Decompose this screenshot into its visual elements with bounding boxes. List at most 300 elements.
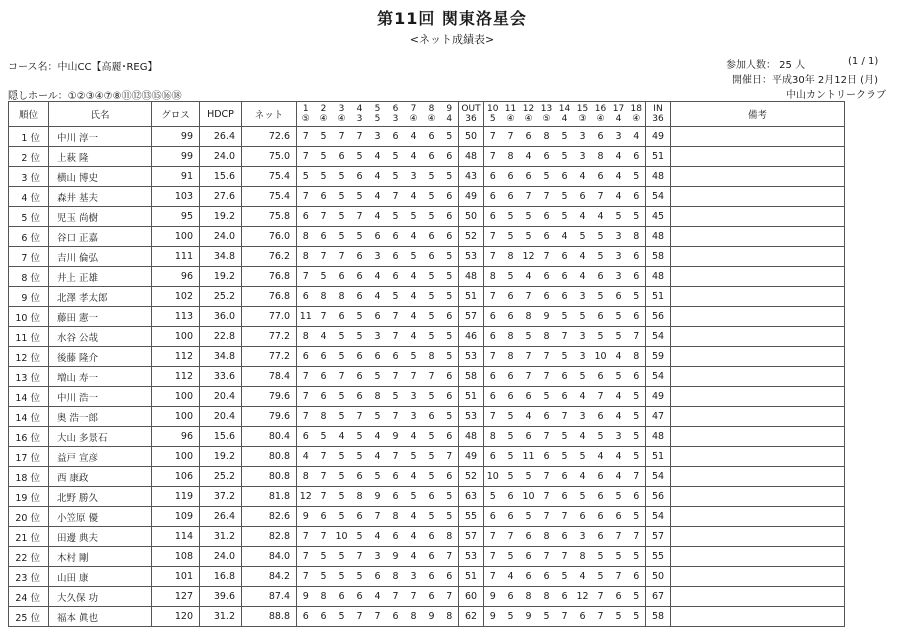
out-total-cell: 48 xyxy=(459,427,484,447)
hole-score-cell: 5 xyxy=(333,507,351,527)
hole-score-cell: 6 xyxy=(610,507,628,527)
hole-score-cell: 5 xyxy=(333,347,351,367)
hole-score-cell: 3 xyxy=(574,147,592,167)
gross-cell: 114 xyxy=(152,527,200,547)
remarks-cell xyxy=(671,607,845,627)
hole-score-cell: 4 xyxy=(369,447,387,467)
hole-score-cell: 5 xyxy=(502,267,520,287)
hole-score-cell: 3 xyxy=(610,427,628,447)
hole-score-cell: 5 xyxy=(405,447,423,467)
remarks-cell xyxy=(671,587,845,607)
hole-score-cell: 5 xyxy=(592,287,610,307)
hole-score-cell: 7 xyxy=(297,567,315,587)
hole-score-cell: 5 xyxy=(423,467,441,487)
hole-score-cell: 6 xyxy=(297,427,315,447)
hole-score-cell: 4 xyxy=(405,527,423,547)
hole-score-cell: 8 xyxy=(520,587,538,607)
rank-cell: 10 位 xyxy=(9,307,49,327)
hole-score-cell: 5 xyxy=(520,327,538,347)
hole-score-cell: 5 xyxy=(574,447,592,467)
gross-cell: 127 xyxy=(152,587,200,607)
page-number: (1 / 1) xyxy=(848,56,879,67)
hole-score-cell: 7 xyxy=(387,587,405,607)
hole-score-cell: 3 xyxy=(610,227,628,247)
rank-cell: 14 位 xyxy=(9,387,49,407)
hole-score-cell: 6 xyxy=(538,287,556,307)
hole-score-cell: 3 xyxy=(610,127,628,147)
hole-score-cell: 7 xyxy=(538,347,556,367)
hole-score-cell: 6 xyxy=(484,167,502,187)
hole-score-cell: 5 xyxy=(556,567,574,587)
name-cell: 山田 康 xyxy=(49,567,152,587)
remarks-cell xyxy=(671,127,845,147)
hole-score-cell: 5 xyxy=(423,287,441,307)
hole-score-cell: 9 xyxy=(387,547,405,567)
hole-score-cell: 6 xyxy=(556,267,574,287)
hole-score-cell: 6 xyxy=(610,587,628,607)
hole-score-cell: 5 xyxy=(502,427,520,447)
hole-score-cell: 7 xyxy=(484,567,502,587)
hole-score-cell: 7 xyxy=(538,367,556,387)
hole-score-cell: 6 xyxy=(315,187,333,207)
hdcp-cell: 26.4 xyxy=(200,507,242,527)
in-total-cell: 48 xyxy=(646,427,671,447)
hole-score-cell: 5 xyxy=(610,327,628,347)
out-total-cell: 55 xyxy=(459,507,484,527)
hole-score-cell: 7 xyxy=(538,187,556,207)
out-total-cell: 48 xyxy=(459,267,484,287)
hole-score-cell: 8 xyxy=(297,227,315,247)
hole-score-cell: 7 xyxy=(297,407,315,427)
net-cell: 80.8 xyxy=(242,447,297,467)
net-cell: 88.8 xyxy=(242,607,297,627)
rank-cell: 17 位 xyxy=(9,447,49,467)
hole-score-cell: 5 xyxy=(315,267,333,287)
hole-score-cell: 6 xyxy=(556,527,574,547)
hole-score-cell: 5 xyxy=(441,287,459,307)
table-row xyxy=(9,387,845,407)
rank-cell: 13 位 xyxy=(9,367,49,387)
table-row xyxy=(9,547,845,567)
hole-score-cell: 5 xyxy=(502,607,520,627)
hole-score-cell: 7 xyxy=(556,507,574,527)
hole-score-cell: 4 xyxy=(333,427,351,447)
hole-score-cell: 5 xyxy=(333,467,351,487)
hole-score-cell: 5 xyxy=(628,587,646,607)
hole-score-cell: 5 xyxy=(423,187,441,207)
rank-cell: 1 位 xyxy=(9,127,49,147)
hdcp-cell: 19.2 xyxy=(200,447,242,467)
out-total-cell: 58 xyxy=(459,367,484,387)
remarks-cell xyxy=(671,207,845,227)
gross-cell: 100 xyxy=(152,227,200,247)
rank-cell: 8 位 xyxy=(9,267,49,287)
hole-score-cell: 6 xyxy=(574,607,592,627)
table-row xyxy=(9,527,845,547)
hole-score-cell: 5 xyxy=(628,607,646,627)
hole-score-cell: 7 xyxy=(538,247,556,267)
gross-cell: 91 xyxy=(152,167,200,187)
hole-score-cell: 5 xyxy=(351,427,369,447)
hole-score-cell: 4 xyxy=(369,187,387,207)
net-cell: 80.8 xyxy=(242,467,297,487)
hole-score-cell: 5 xyxy=(315,567,333,587)
hole-score-cell: 6 xyxy=(441,567,459,587)
name-cell: 中川 淳一 xyxy=(49,127,152,147)
table-row xyxy=(9,487,845,507)
hole-score-cell: 5 xyxy=(520,227,538,247)
hole-score-cell: 6 xyxy=(441,207,459,227)
remarks-cell xyxy=(671,527,845,547)
remarks-cell xyxy=(671,567,845,587)
hole-score-cell: 6 xyxy=(538,147,556,167)
table-row xyxy=(9,247,845,267)
hole-score-cell: 7 xyxy=(484,147,502,167)
hole-score-cell: 6 xyxy=(574,507,592,527)
hole-header: 7 ④ xyxy=(405,102,423,127)
gross-cell: 119 xyxy=(152,487,200,507)
hole-score-cell: 7 xyxy=(538,467,556,487)
hole-score-cell: 6 xyxy=(610,287,628,307)
remarks-header: 備考 xyxy=(671,102,845,127)
in-total-cell: 49 xyxy=(646,387,671,407)
hole-score-cell: 6 xyxy=(351,167,369,187)
hole-score-cell: 5 xyxy=(405,487,423,507)
rank-cell: 22 位 xyxy=(9,547,49,567)
gross-cell: 113 xyxy=(152,307,200,327)
hole-score-cell: 5 xyxy=(441,407,459,427)
hole-score-cell: 6 xyxy=(441,467,459,487)
net-cell: 82.8 xyxy=(242,527,297,547)
hole-score-cell: 6 xyxy=(351,367,369,387)
hole-score-cell: 6 xyxy=(592,167,610,187)
hole-score-cell: 6 xyxy=(423,127,441,147)
hole-score-cell: 8 xyxy=(484,267,502,287)
hole-score-cell: 4 xyxy=(315,327,333,347)
table-row xyxy=(9,227,845,247)
hole-score-cell: 4 xyxy=(610,147,628,167)
hole-score-cell: 7 xyxy=(387,327,405,347)
gross-cell: 103 xyxy=(152,187,200,207)
hole-score-cell: 7 xyxy=(369,507,387,527)
hdcp-cell: 24.0 xyxy=(200,227,242,247)
hole-score-cell: 4 xyxy=(369,287,387,307)
hole-score-cell: 5 xyxy=(441,247,459,267)
gross-cell: 106 xyxy=(152,467,200,487)
out-total-cell: 48 xyxy=(459,147,484,167)
hole-score-cell: 5 xyxy=(423,267,441,287)
hole-score-cell: 6 xyxy=(556,487,574,507)
in-total-cell: 51 xyxy=(646,447,671,467)
net-cell: 76.2 xyxy=(242,247,297,267)
hole-score-cell: 6 xyxy=(333,307,351,327)
hole-score-cell: 6 xyxy=(297,287,315,307)
hole-score-cell: 6 xyxy=(423,547,441,567)
hole-score-cell: 4 xyxy=(520,147,538,167)
hole-score-cell: 6 xyxy=(502,167,520,187)
hole-header: 1 ⑤ xyxy=(297,102,315,127)
out-total-cell: 51 xyxy=(459,287,484,307)
hole-score-cell: 7 xyxy=(538,487,556,507)
gross-header: グロス xyxy=(152,102,200,127)
hole-score-cell: 5 xyxy=(423,207,441,227)
out-total-cell: 52 xyxy=(459,467,484,487)
net-cell: 76.0 xyxy=(242,227,297,247)
hole-score-cell: 4 xyxy=(405,227,423,247)
out-total-cell: 51 xyxy=(459,387,484,407)
remarks-cell xyxy=(671,407,845,427)
hole-score-cell: 4 xyxy=(369,427,387,447)
gross-cell: 100 xyxy=(152,407,200,427)
hole-score-cell: 7 xyxy=(628,467,646,487)
hole-score-cell: 8 xyxy=(538,587,556,607)
remarks-cell xyxy=(671,247,845,267)
hole-score-cell: 5 xyxy=(441,487,459,507)
out-total-cell: 51 xyxy=(459,567,484,587)
hole-score-cell: 7 xyxy=(387,367,405,387)
hole-score-cell: 4 xyxy=(610,447,628,467)
hole-score-cell: 6 xyxy=(441,307,459,327)
hole-score-cell: 6 xyxy=(502,287,520,307)
hdcp-cell: 20.4 xyxy=(200,387,242,407)
hole-header: 8 ④ xyxy=(423,102,441,127)
hole-score-cell: 8 xyxy=(628,347,646,367)
hole-score-cell: 5 xyxy=(351,307,369,327)
hole-score-cell: 5 xyxy=(315,127,333,147)
hole-score-cell: 5 xyxy=(297,167,315,187)
hole-score-cell: 7 xyxy=(592,607,610,627)
out-total-cell: 50 xyxy=(459,207,484,227)
hole-score-cell: 6 xyxy=(387,527,405,547)
hole-score-cell: 4 xyxy=(574,387,592,407)
hdcp-cell: 19.2 xyxy=(200,207,242,227)
table-row xyxy=(9,467,845,487)
hole-score-cell: 6 xyxy=(297,607,315,627)
hole-score-cell: 6 xyxy=(484,447,502,467)
hole-score-cell: 6 xyxy=(484,367,502,387)
name-cell: 井上 正雄 xyxy=(49,267,152,287)
hole-score-cell: 7 xyxy=(315,447,333,467)
hole-score-cell: 7 xyxy=(484,407,502,427)
hole-score-cell: 5 xyxy=(556,427,574,447)
rank-header: 順位 xyxy=(9,102,49,127)
rank-cell: 23 位 xyxy=(9,567,49,587)
gross-cell: 108 xyxy=(152,547,200,567)
hole-score-cell: 5 xyxy=(484,487,502,507)
hole-score-cell: 6 xyxy=(502,367,520,387)
hole-score-cell: 7 xyxy=(315,207,333,227)
hole-score-cell: 6 xyxy=(369,347,387,367)
hdcp-cell: 37.2 xyxy=(200,487,242,507)
name-cell: 藤田 憲一 xyxy=(49,307,152,327)
hdcp-cell: 31.2 xyxy=(200,607,242,627)
net-cell: 77.0 xyxy=(242,307,297,327)
hole-score-cell: 4 xyxy=(405,187,423,207)
hole-score-cell: 6 xyxy=(423,527,441,547)
name-cell: 木村 剛 xyxy=(49,547,152,567)
hole-score-cell: 6 xyxy=(423,147,441,167)
net-header: ネット xyxy=(242,102,297,127)
hole-score-cell: 6 xyxy=(387,347,405,367)
gross-cell: 109 xyxy=(152,507,200,527)
hole-score-cell: 5 xyxy=(405,347,423,367)
hdcp-cell: 27.6 xyxy=(200,187,242,207)
hole-score-cell: 4 xyxy=(369,207,387,227)
hdcp-cell: 20.4 xyxy=(200,407,242,427)
out-total-cell: 46 xyxy=(459,327,484,347)
hole-score-cell: 8 xyxy=(441,527,459,547)
net-cell: 75.4 xyxy=(242,167,297,187)
hole-score-cell: 5 xyxy=(574,487,592,507)
hole-score-cell: 9 xyxy=(484,587,502,607)
in-total-cell: 48 xyxy=(646,167,671,187)
hole-score-cell: 5 xyxy=(592,567,610,587)
table-row xyxy=(9,307,845,327)
hole-score-cell: 7 xyxy=(520,287,538,307)
hole-score-cell: 5 xyxy=(441,507,459,527)
hole-score-cell: 3 xyxy=(574,347,592,367)
in-total-cell: 67 xyxy=(646,587,671,607)
remarks-cell xyxy=(671,307,845,327)
hdcp-cell: 15.6 xyxy=(200,427,242,447)
hole-score-cell: 5 xyxy=(610,607,628,627)
gross-cell: 101 xyxy=(152,567,200,587)
hole-score-cell: 9 xyxy=(387,427,405,447)
remarks-cell xyxy=(671,447,845,467)
rank-cell: 3 位 xyxy=(9,167,49,187)
in-total-cell: 48 xyxy=(646,267,671,287)
in-total-cell: 55 xyxy=(646,547,671,567)
hole-score-cell: 6 xyxy=(628,367,646,387)
table-row xyxy=(9,147,845,167)
hole-score-cell: 5 xyxy=(502,547,520,567)
hole-score-cell: 6 xyxy=(484,507,502,527)
hole-score-cell: 4 xyxy=(520,267,538,287)
name-cell: 水谷 公哉 xyxy=(49,327,152,347)
gross-cell: 112 xyxy=(152,367,200,387)
hole-score-cell: 7 xyxy=(297,267,315,287)
hole-score-cell: 6 xyxy=(387,247,405,267)
hole-score-cell: 3 xyxy=(574,527,592,547)
gross-cell: 112 xyxy=(152,347,200,367)
hole-score-cell: 6 xyxy=(441,367,459,387)
net-cell: 78.4 xyxy=(242,367,297,387)
hole-score-cell: 4 xyxy=(405,267,423,287)
rank-cell: 24 位 xyxy=(9,587,49,607)
hole-score-cell: 6 xyxy=(297,347,315,367)
in-total-cell: 54 xyxy=(646,367,671,387)
hole-score-cell: 5 xyxy=(556,127,574,147)
name-cell: 益戸 宣彦 xyxy=(49,447,152,467)
hdcp-cell: 24.0 xyxy=(200,547,242,567)
hole-score-cell: 7 xyxy=(520,367,538,387)
in-total-cell: 54 xyxy=(646,327,671,347)
table-row xyxy=(9,607,845,627)
net-cell: 75.8 xyxy=(242,207,297,227)
hole-score-cell: 6 xyxy=(538,227,556,247)
net-cell: 72.6 xyxy=(242,127,297,147)
hole-score-cell: 6 xyxy=(556,587,574,607)
course-name: コース名：中山CC【高麗･REG】 xyxy=(8,62,158,73)
hole-score-cell: 4 xyxy=(610,347,628,367)
hole-score-cell: 5 xyxy=(387,207,405,227)
hole-score-cell: 5 xyxy=(628,447,646,467)
hdcp-cell: 25.2 xyxy=(200,467,242,487)
hdcp-cell: 26.4 xyxy=(200,127,242,147)
rank-cell: 12 位 xyxy=(9,347,49,367)
hole-score-cell: 5 xyxy=(441,267,459,287)
hole-score-cell: 3 xyxy=(405,567,423,587)
hole-score-cell: 4 xyxy=(574,427,592,447)
hole-score-cell: 3 xyxy=(369,247,387,267)
hole-score-cell: 6 xyxy=(297,207,315,227)
hole-score-cell: 5 xyxy=(333,487,351,507)
hole-score-cell: 6 xyxy=(484,187,502,207)
out-total-cell: 49 xyxy=(459,187,484,207)
hole-score-cell: 7 xyxy=(315,467,333,487)
hole-score-cell: 5 xyxy=(502,407,520,427)
hole-score-cell: 6 xyxy=(628,307,646,327)
out-total-cell: 53 xyxy=(459,347,484,367)
hole-score-cell: 6 xyxy=(315,507,333,527)
hole-header: 16 ④ xyxy=(592,102,610,127)
hole-score-cell: 5 xyxy=(423,447,441,467)
hole-score-cell: 6 xyxy=(351,267,369,287)
hole-score-cell: 5 xyxy=(610,307,628,327)
hole-score-cell: 5 xyxy=(628,547,646,567)
out-total-cell: 53 xyxy=(459,247,484,267)
hole-score-cell: 5 xyxy=(423,387,441,407)
remarks-cell xyxy=(671,467,845,487)
hole-header: 2 ④ xyxy=(315,102,333,127)
hole-score-cell: 4 xyxy=(574,247,592,267)
in-total-cell: 45 xyxy=(646,207,671,227)
hole-score-cell: 6 xyxy=(538,567,556,587)
hole-score-cell: 7 xyxy=(610,567,628,587)
hole-score-cell: 6 xyxy=(351,247,369,267)
hole-score-cell: 7 xyxy=(484,287,502,307)
hole-score-cell: 5 xyxy=(351,227,369,247)
hole-score-cell: 10 xyxy=(520,487,538,507)
hole-score-cell: 6 xyxy=(502,187,520,207)
gross-cell: 99 xyxy=(152,127,200,147)
rank-cell: 5 位 xyxy=(9,207,49,227)
participant-count: 参加人数： 25 人 xyxy=(726,60,806,71)
hole-score-cell: 5 xyxy=(423,427,441,447)
hole-score-cell: 7 xyxy=(315,487,333,507)
hole-score-cell: 6 xyxy=(556,387,574,407)
hole-score-cell: 6 xyxy=(592,367,610,387)
hole-score-cell: 5 xyxy=(628,387,646,407)
hole-score-cell: 6 xyxy=(423,487,441,507)
hole-score-cell: 6 xyxy=(315,347,333,367)
hole-score-cell: 6 xyxy=(423,587,441,607)
name-cell: 森井 基夫 xyxy=(49,187,152,207)
hole-score-cell: 5 xyxy=(628,167,646,187)
hole-score-cell: 6 xyxy=(441,147,459,167)
hole-score-cell: 5 xyxy=(423,167,441,187)
hole-score-cell: 4 xyxy=(628,127,646,147)
hole-score-cell: 4 xyxy=(574,567,592,587)
name-cell: 北澤 孝太郎 xyxy=(49,287,152,307)
hole-score-cell: 6 xyxy=(592,487,610,507)
hole-score-cell: 5 xyxy=(441,347,459,367)
hole-score-cell: 9 xyxy=(484,607,502,627)
name-cell: 大久保 功 xyxy=(49,587,152,607)
hole-score-cell: 6 xyxy=(315,387,333,407)
out-total-cell: 53 xyxy=(459,547,484,567)
gross-cell: 99 xyxy=(152,147,200,167)
